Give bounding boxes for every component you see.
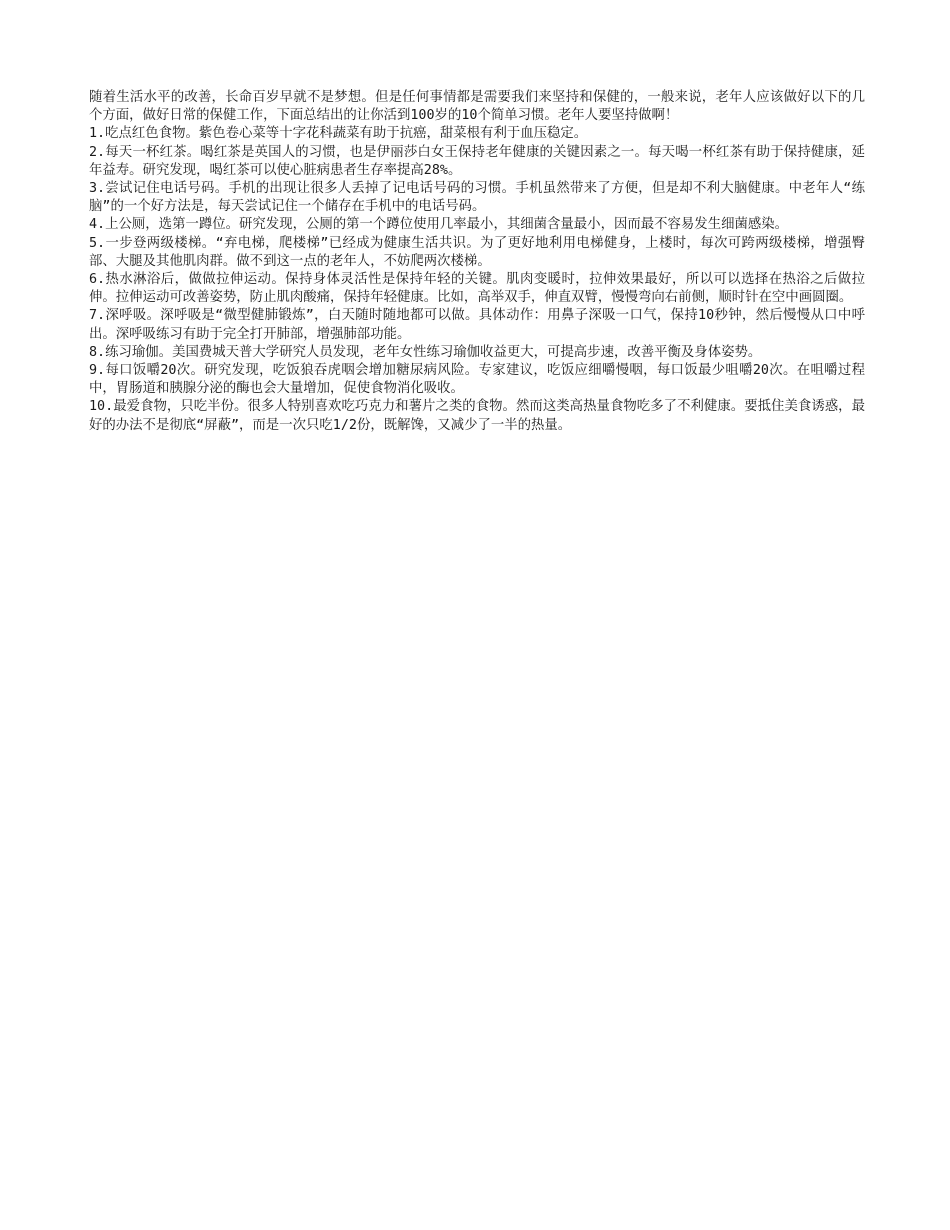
habit-item-5: 5.一步登两级楼梯。“弃电梯，爬楼梯”已经成为健康生活共识。为了更好地利用电梯健身，上楼时，每次可跨两级楼梯，增强臀部、大腿及其他肌肉群。做不到这一点的老年人，不妨爬两次楼梯。 (89, 235, 865, 269)
intro-paragraph: 随着生活水平的改善，长命百岁早就不是梦想。但是任何事情都是需要我们来坚持和保健的，一般来说，老年人应该做好以下的几个方面，做好日常的保健工作，下面总结出的让你活到100岁的10个简单习惯。老年人要坚持做啊！ (89, 90, 865, 124)
habit-item-10: 10.最爱食物，只吃半份。很多人特别喜欢吃巧克力和薯片之类的食物。然而这类高热量食物吃多了不利健康。要抵住美食诱惑，最好的办法不是彻底“屏蔽”，而是一次只吃1/2份，既解馋，又减少了一半的热量。 (89, 399, 865, 433)
article-body (89, 89, 865, 435)
habit-item-9: 9.每口饭嚼20次。研究发现，吃饭狼吞虎咽会增加糖尿病风险。专家建议，吃饭应细嚼慢咽，每口饭最少咀嚼20次。在咀嚼过程中，胃肠道和胰腺分泌的酶也会大量增加，促使食物消化吸收。 (89, 363, 865, 397)
habit-item-3: 3.尝试记住电话号码。手机的出现让很多人丢掉了记电话号码的习惯。手机虽然带来了方便，但是却不利大脑健康。中老年人“练脑”的一个好方法是，每天尝试记住一个储存在手机中的电话号码。 (89, 181, 865, 215)
habit-item-4: 4.上公厕，选第一蹲位。研究发现，公厕的第一个蹲位使用几率最小，其细菌含量最小，因而最不容易发生细菌感染。 (89, 217, 789, 233)
habit-item-7: 7.深呼吸。深呼吸是“微型健肺锻炼”，白天随时随地都可以做。具体动作：用鼻子深吸一口气，保持10秒钟，然后慢慢从口中呼出。深呼吸练习有助于完全打开肺部，增强肺部功能。 (89, 308, 865, 342)
habit-item-2: 2.每天一杯红茶。喝红茶是英国人的习惯，也是伊丽莎白女王保持老年健康的关键因素之一。每天喝一杯红茶有助于保持健康，延年益寿。研究发现，喝红茶可以使心脏病患者生存率提高28%。 (89, 144, 865, 178)
habit-item-6: 6.热水淋浴后，做做拉伸运动。保持身体灵活性是保持年轻的关键。肌肉变暖时，拉伸效果最好，所以可以选择在热浴之后做拉伸。拉伸运动可改善姿势，防止肌肉酸痛，保持年轻健康。比如，高举双手，伸直双臂，慢慢弯向右前侧，顺时针在空中画圆圈。 (89, 272, 865, 306)
habit-item-1: 1.吃点红色食物。紫色卷心菜等十字花科蔬菜有助于抗癌，甜菜根有利于血压稳定。 (89, 126, 588, 142)
habit-item-8: 8.练习瑜伽。美国费城天普大学研究人员发现，老年女性练习瑜伽收益更大，可提高步速，改善平衡及身体姿势。 (89, 344, 762, 360)
